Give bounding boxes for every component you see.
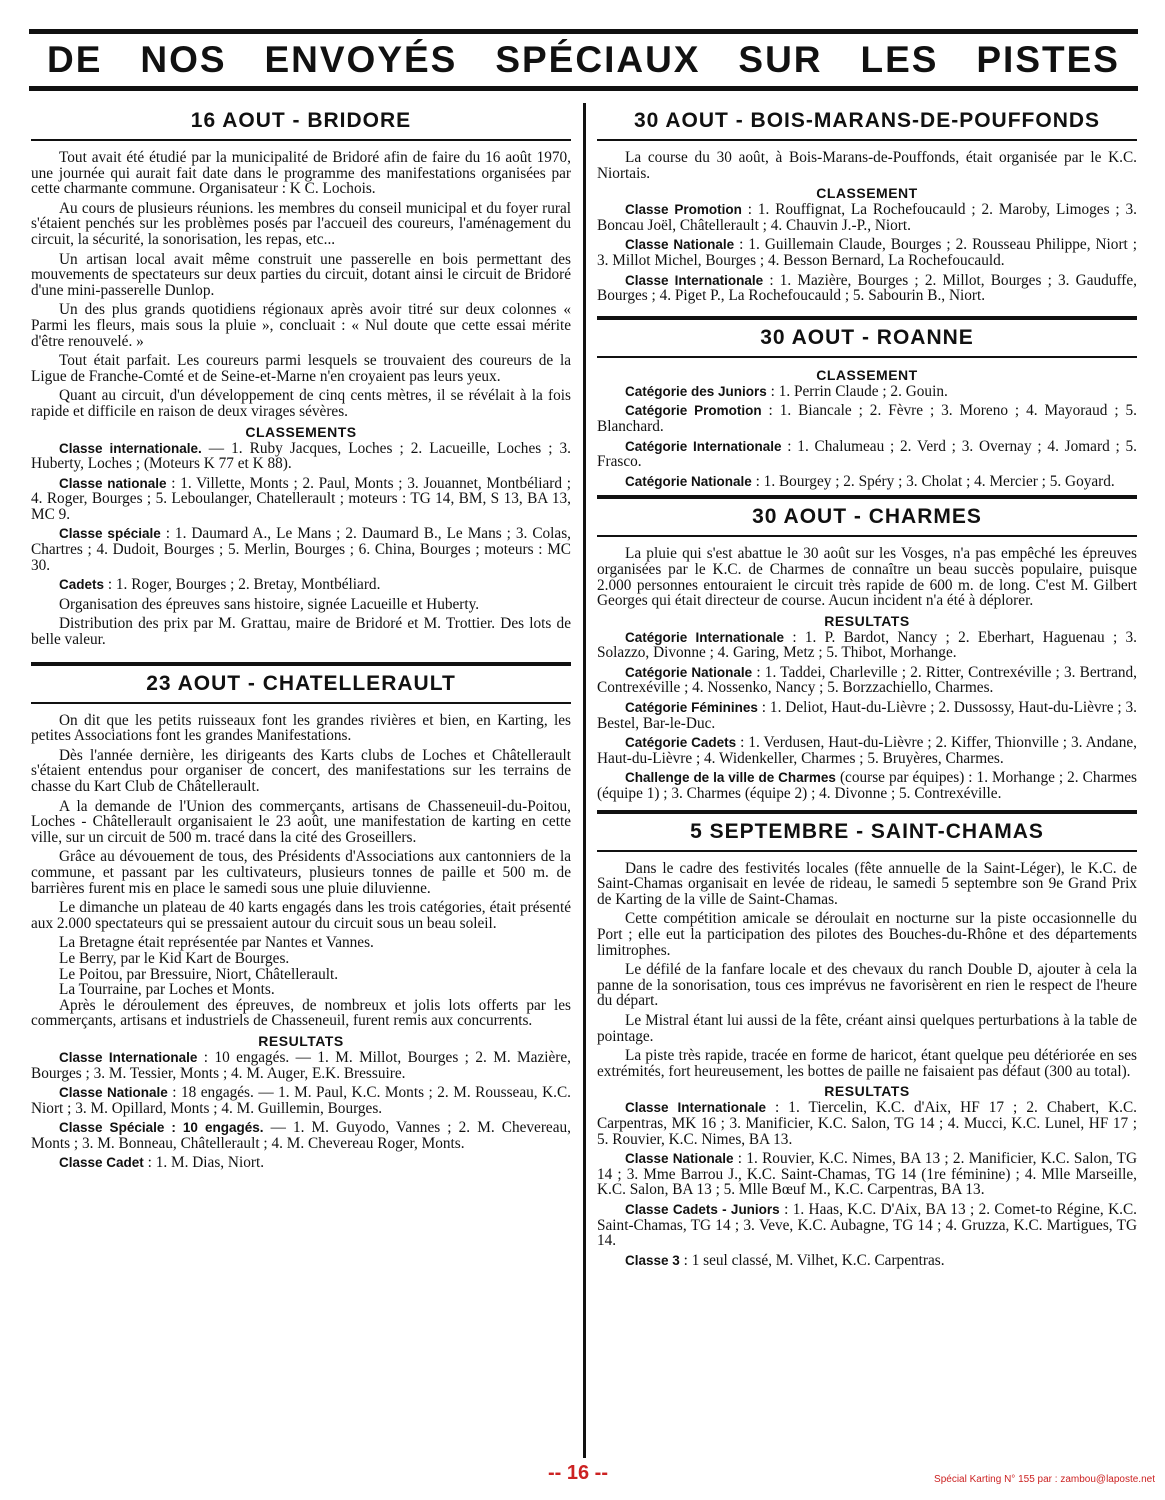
paragraph: Le Berry, par le Kid Kart de Bourges. (59, 949, 290, 967)
article-charmes (597, 499, 1137, 801)
article-saint-chamas (597, 814, 1137, 1269)
article-bridore (31, 103, 571, 648)
paragraph: Au cours de plusieurs réunions. les membres du conseil municipal et du foyer rural s'étaient penchés sur les problèmes posés par l'accueil des coureurs, l'aménagement du circuit, la sécurité, la sonorisation, les repas, etc... (31, 199, 571, 248)
result-label: Classe nationale (59, 475, 167, 491)
result-label: Catégorie Internationale (625, 629, 785, 645)
paragraph: Un artisan local avait même construit une passerelle en bois permettant des mouvements de spectateurs sur deux parties du circuit, dotant ainsi le circuit de Bridoré d'une mini-passerelle Dunlop. (31, 250, 571, 299)
result-label: Challenge de la ville de Charmes (625, 770, 836, 786)
footer-credit: Spécial Karting N° 155 par : zambou@laposte.net (934, 1474, 1155, 1485)
paragraph: Quant au circuit, d'un développement de cinq cents mètres, il se révélait à la fois rapide et difficile en raison de deux virages sévères. (31, 387, 571, 420)
result-label: Classe Internationale (625, 272, 764, 288)
result-text: : 1. Tiercelin, K.C. d'Aix, HF 17 ; 2. Chabert, K.C. Carpentras, MK 16 ; 3. Manificier, K.C. Salon, TG 14 ; 4. Mucci, K.C. Lunel, HF 17 ; 5. Rouvier, K.C. Nimes, BA 13. (597, 1099, 1137, 1148)
result-line (31, 1050, 571, 1081)
page-number: -- 16 -- (548, 1462, 608, 1484)
result-text: : 1. P. Bardot, Nancy ; 2. Eberhart, Haguenau ; 3. Solazzo, Divonne ; 4. Garing, Metz ; 5. Thibot, Morhange. (597, 628, 1137, 662)
result-label: Classe Cadet (59, 1155, 144, 1171)
article-bois-marans (597, 103, 1137, 304)
result-label: Classe Internationale (59, 1049, 198, 1065)
article-title: 5 SEPTEMBRE - SAINT-CHAMAS (597, 814, 1137, 852)
banner-word: ENVOYÉS (264, 39, 458, 80)
result-text: : 1. Biancale ; 2. Fèvre ; 3. Moreno ; 4. Mayoraud ; 5. Blanchard. (597, 402, 1137, 435)
result-label: Classe Internationale (625, 1100, 766, 1116)
paragraph: Organisation des épreuves sans histoire, signée Lacueille et Huberty. (59, 595, 480, 613)
result-text: : 1. Guillemain Claude, Bourges ; 2. Rousseau Philippe, Niort ; 3. Millot Michel, Bourges ; 4. Besson Bernard, La Rochefoucauld. (597, 236, 1138, 269)
result-text: : 18 engagés. — 1. M. Paul, K.C. Monts ; 2. M. Rousseau, K.C. Niort ; 3. M. Opillard, Monts ; 4. M. Guillemin, Bourges. (31, 1084, 571, 1117)
result-line (597, 273, 1137, 304)
banner-word: DE (47, 39, 103, 80)
result-text: : 1. Bourgey ; 2. Spéry ; 3. Cholat ; 4. Mercier ; 5. Goyard. (751, 472, 1115, 490)
result-line (597, 630, 1137, 661)
banner-word: SPÉCIAUX (495, 39, 701, 80)
result-label: Classe 3 (625, 1252, 680, 1268)
result-line (597, 202, 1137, 233)
result-label: Classe Nationale (625, 1151, 734, 1167)
result-line (31, 476, 571, 523)
result-text: : 1. Villette, Monts ; 2. Paul, Monts ; 3. Jouannet, Montbéliard ; 4. Roger, Bourges ; 5. Leboulanger, Chatellerault ; moteurs : TG 14, BM, S 13, BA 13, MC 9. (31, 474, 571, 523)
paragraph: A la demande de l'Union des commerçants, artisans de Chasseneuil-du-Poitou, Loches - Châtellerault organisaient le 23 août, une manifestation de karting en cette ville, sur un circuit de 500 m. tracé dans la cité des Groseillers. (31, 797, 571, 846)
banner-word: LES (860, 39, 939, 80)
result-line (597, 1100, 1137, 1147)
result-line (597, 665, 1137, 696)
right-column (597, 103, 1137, 1272)
paragraph: Dans le cadre des festivités locales (fête annuelle de la Saint-Léger), le K.C. de Saint-Chamas organisait en levée de rideau, le samedi 5 septembre son 9e Grand Prix de Karting de la ville de Saint-Chamas. (597, 859, 1137, 908)
result-line (597, 237, 1137, 268)
paragraph: Le Poitou, par Bressuire, Niort, Châtellerault. (59, 965, 339, 983)
result-line (597, 403, 1137, 434)
article-roanne (597, 320, 1137, 490)
results-heading: RESULTATS (824, 1083, 910, 1100)
paragraph: La pluie qui s'est abattue le 30 août sur les Vosges, n'a pas empêché les épreuves organisées par le K.C. de Charmes de connaître un beau succès populaire, puisque 2.000 personnes entouraient le circuit très rapide de 600 m. de long. C'est M. Gilbert Georges qui était directeur de course. Aucun incident n'a été à déplorer. (597, 545, 1137, 610)
banner-word: PISTES (976, 39, 1120, 80)
article-title: 30 AOUT - CHARMES (597, 499, 1137, 537)
result-text: : 1. Roger, Bourges ; 2. Bretay, Montbéliard. (104, 576, 381, 594)
result-label: Catégorie Nationale (625, 664, 753, 680)
result-line (597, 474, 1137, 490)
result-text: : 1. Verdusen, Haut-du-Lièvre ; 2. Kiffer, Thionville ; 3. Andane, Haut-du-Lièvre ; 4. Widenkeller, Charmes ; 5. Bruyères, Charmes. (597, 734, 1137, 767)
article-title: 23 AOUT - CHATELLERAULT (31, 666, 571, 704)
result-label: Classe Nationale (59, 1085, 168, 1101)
paragraph: Cette compétition amicale se déroulait en nocturne sur la piste occasionnelle du Port ; elle eut la participation des pilotes des Bouches-du-Rhône et des départements limitrophes. (597, 910, 1137, 959)
paragraph: Distribution des prix par M. Grattau, maire de Bridoré et M. Trottier. Des lots de belle valeur. (31, 615, 571, 649)
result-label: Classe Promotion (625, 202, 742, 218)
paragraph: La course du 30 août, à Bois-Marans-de-Pouffonds, était organisée par le K.C. Niortais. (597, 149, 1137, 182)
article-title: 30 AOUT - BOIS-MARANS-DE-POUFFONDS (597, 103, 1137, 141)
result-label: Catégorie Féminines (625, 700, 758, 716)
result-line (597, 1151, 1137, 1198)
paragraph: Grâce au dévouement de tous, des Présidents d'Associations aux cantonniers de la commune, et passant par les cultivateurs, plusieurs tonnes de paille et 500 m. de barrières furent mis en place le samedi sous une pluie diluvienne. (31, 848, 571, 897)
result-line (597, 384, 1137, 400)
result-line (31, 441, 571, 472)
result-line (597, 439, 1137, 470)
result-line (597, 1253, 1137, 1269)
result-text: : 1. Chalumeau ; 2. Verd ; 3. Overnay ; 4. Jomard ; 5. Frasco. (597, 437, 1137, 471)
result-line (597, 700, 1137, 731)
result-text: — 1. Ruby Jacques, Loches ; 2. Lacueille, Loches ; 3. Huberty, Loches ; (Moteurs K 77 et K 88). (31, 439, 571, 473)
result-label: Classe internationale. (59, 440, 202, 456)
result-line (597, 770, 1137, 801)
result-label: Catégorie Promotion (625, 403, 762, 419)
banner-word: NOS (140, 39, 227, 80)
paragraph: On dit que les petits ruisseaux font les grandes rivières et bien, en Karting, les petites Associations font les grandes Manifestations. (31, 711, 571, 745)
result-label: Classe Cadets - Juniors (625, 1201, 780, 1217)
result-label: Classe Nationale (625, 237, 735, 253)
left-column (31, 103, 571, 1175)
result-label: Classe spéciale (59, 526, 161, 542)
result-text: (course par équipes) : 1. Morhange ; 2. Charmes (équipe 1) ; 3. Charmes (équipe 2) ; 4. Divonne ; 5. Contrexéville. (597, 769, 1137, 803)
paragraph: Le dimanche un plateau de 40 karts engagés dans les trois catégories, était présenté aux 2.000 spectateurs qui se pressaient autour du circuit sous un beau soleil. (31, 899, 571, 932)
results-heading: CLASSEMENT (816, 185, 918, 202)
article-chatellerault (31, 666, 571, 1171)
result-text: : 1. Mazière, Bourges ; 2. Millot, Bourges ; 3. Gauduffe, Bourges ; 4. Piget P., La Rochefoucauld ; 5. Sabourin B., Niort. (597, 271, 1137, 305)
result-label: Classe Spéciale : 10 engagés. (59, 1120, 264, 1136)
paragraph: La piste très rapide, tracée en forme de haricot, étant quelque peu détériorée en ses extrémités, fort heureusement, les bottes de paille ne faisaient pas défaut (300 au total). (597, 1047, 1137, 1080)
article-title: 16 AOUT - BRIDORE (31, 103, 571, 141)
result-label: Cadets (59, 577, 105, 593)
paragraph: Après le déroulement des épreuves, de nombreux et jolis lots offerts par les commerçants, artisans et industriels de Chasseneuil, furent remis aux concurrents. (31, 996, 571, 1030)
results-heading: CLASSEMENT (816, 366, 918, 383)
result-label: Catégorie Internationale (625, 438, 782, 454)
result-text: : 1. Taddei, Charleville ; 2. Ritter, Contrexéville ; 3. Bertrand, Contrexéville ; 4. Nossenko, Nancy ; 5. Borzzachiello, Charmes. (597, 663, 1138, 697)
result-line (31, 1120, 571, 1151)
result-line (31, 526, 571, 573)
result-text: : 1. Rouffignat, La Rochefoucauld ; 2. Maroby, Limoges ; 3. Boncau Joël, Châtellerault ; 4. Chauvin J.-P., Niort. (597, 201, 1138, 234)
paragraph: Un des plus grands quotidiens régionaux après avoir titré sur deux colonnes « Parmi les fleurs, mais sous la pluie », concluait : « Nul doute que cette essai mérite d'être renouvelé. » (31, 301, 571, 350)
result-text: : 1. Perrin Claude ; 2. Gouin. (766, 382, 948, 400)
paragraph: Le défilé de la fanfare locale et des chevaux du ranch Double D, ajouter à cela la panne de la sonorisation, tous ces imprévus ne favorisèrent en rien le respect de l'heure du départ. (597, 961, 1137, 1010)
result-text: : 10 engagés. — 1. M. Millot, Bourges ; 2. M. Mazière, Bourges ; 3. M. Tessier, Monts ; 4. M. Auger, E.K. Bressuire. (31, 1048, 571, 1082)
column-divider (583, 103, 586, 1458)
result-text: : 1. Haas, K.C. D'Aix, BA 13 ; 2. Comet-to Régine, K.C. Saint-Chamas, TG 14 ; 3. Veve, K.C. Aubagne, TG 14 ; 4. Gruzza, K.C. Martigues, TG 14. (597, 1200, 1137, 1250)
paragraph: La Tourraine, par Loches et Monts. (59, 981, 275, 999)
results-heading: RESULTATS (824, 612, 910, 629)
results-heading: RESULTATS (258, 1032, 344, 1049)
result-text: : 1. Daumard A., Le Mans ; 2. Daumard B., Le Mans ; 3. Colas, Chartres ; 4. Dudoit, Bourges ; 5. Merlin, Bourges ; 6. China, Bourges ; moteurs : MC 30. (31, 525, 572, 574)
result-line (31, 577, 571, 593)
result-text: : 1. Rouvier, K.C. Nimes, BA 13 ; 2. Manificier, K.C. Salon, TG 14 ; 3. Mme Barrou J., K.C. Saint-Chamas, TG 14 (1re féminine) ; 4. Mlle Marseille, K.C. Salon, BA 13 ; 5. Mlle Bœuf M., K.C. Carpentras, BA 13. (597, 1150, 1138, 1199)
page-banner (29, 29, 1138, 91)
result-line (597, 735, 1137, 766)
article-title: 30 AOUT - ROANNE (597, 320, 1137, 358)
result-label: Catégorie Cadets (625, 735, 737, 751)
result-label: Catégorie des Juniors (625, 383, 767, 399)
result-text: : 1 seul classé, M. Vilhet, K.C. Carpentras. (679, 1251, 945, 1269)
results-heading: CLASSEMENTS (245, 423, 357, 440)
result-text: : 1. Deliot, Haut-du-Lièvre ; 2. Dussossy, Haut-du-Lièvre ; 3. Bestel, Bar-le-Duc. (597, 699, 1138, 732)
result-line (31, 1085, 571, 1116)
result-text: — 1. M. Guyodo, Vannes ; 2. M. Chevereau, Monts ; 3. M. Bonneau, Châtellerault ; 4. M. Chevereau Roger, Monts. (31, 1119, 571, 1152)
paragraph: Tout était parfait. Les coureurs parmi lesquels se trouvaient des coureurs de la Ligue de Franche-Comté et de Seine-et-Marne n'en croyaient pas leurs yeux. (31, 352, 571, 385)
result-line (597, 1202, 1137, 1249)
paragraph: Le Mistral étant lui aussi de la fête, créant ainsi quelques perturbations à la table de pointage. (597, 1011, 1137, 1045)
result-line (31, 1155, 571, 1171)
banner-word: SUR (738, 39, 823, 80)
paragraph: La Bretagne était représentée par Nantes et Vannes. (59, 934, 374, 952)
result-label: Catégorie Nationale (625, 473, 752, 489)
paragraph: Dès l'année dernière, les dirigeants des Karts clubs de Loches et Châtellerault s'étaient entendus pour organiser de concert, des manifestations sur les terrains de chasse du Kart Club de Châtellerault. (31, 746, 571, 795)
result-text: : 1. M. Dias, Niort. (143, 1154, 265, 1172)
paragraph: Tout avait été étudié par la municipalité de Bridoré afin de faire du 16 août 1970, une journée qui aurait fait date dans le programme des manifestations organisées par cette charmante commune. Organisateur : K C. Lochois. (31, 149, 571, 198)
